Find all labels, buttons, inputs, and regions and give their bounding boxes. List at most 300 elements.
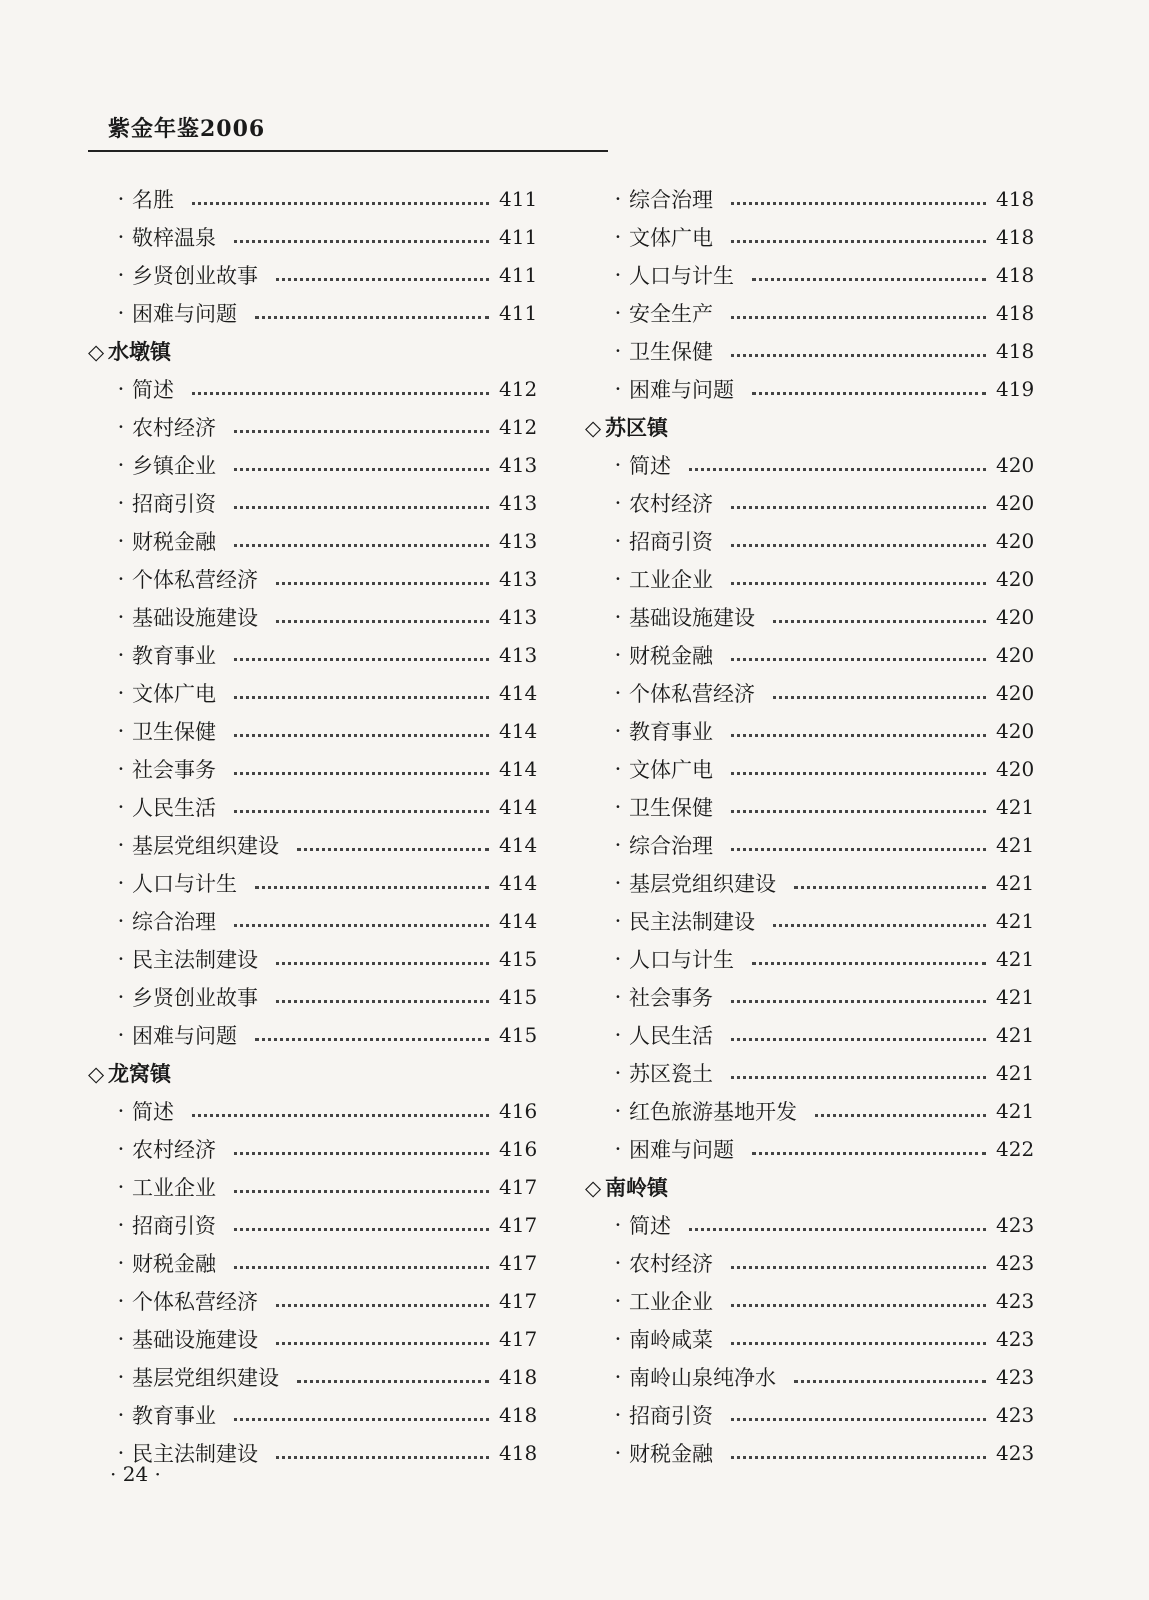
toc-entry[interactable] bbox=[88, 446, 538, 484]
dot-leader bbox=[255, 1038, 489, 1041]
dot-leader bbox=[752, 1152, 986, 1155]
bullet-icon: · bbox=[614, 567, 622, 591]
dot-leader bbox=[276, 582, 489, 585]
bullet-icon: · bbox=[117, 719, 125, 743]
dot-leader bbox=[234, 734, 489, 737]
entry-page-number: 420 bbox=[996, 681, 1035, 705]
entry-label: 基础设施建设 bbox=[132, 606, 258, 630]
entry-label: 农村经济 bbox=[132, 416, 216, 440]
entry-label: 人民生活 bbox=[629, 1024, 713, 1048]
entry-page-number: 417 bbox=[499, 1175, 538, 1199]
dot-leader bbox=[192, 392, 489, 395]
bullet-icon: · bbox=[614, 985, 622, 1009]
dot-leader bbox=[731, 1266, 986, 1269]
bullet-icon: · bbox=[614, 1251, 622, 1275]
entry-page-number: 413 bbox=[499, 529, 538, 553]
entry-label: 民主法制建设 bbox=[132, 948, 258, 972]
dot-leader bbox=[234, 1228, 489, 1231]
bullet-icon: · bbox=[614, 643, 622, 667]
entry-label: 名胜 bbox=[132, 188, 174, 212]
bullet-icon: · bbox=[614, 605, 622, 629]
bullet-icon: · bbox=[614, 1403, 622, 1427]
entry-page-number: 421 bbox=[996, 795, 1035, 819]
toc-entry[interactable] bbox=[88, 1244, 538, 1282]
toc-entry[interactable] bbox=[585, 180, 1035, 218]
entry-page-number: 418 bbox=[499, 1403, 538, 1427]
entry-label: 个体私营经济 bbox=[132, 568, 258, 592]
toc-entry[interactable] bbox=[88, 522, 538, 560]
toc-entry[interactable] bbox=[585, 1092, 1035, 1130]
entry-page-number: 414 bbox=[499, 719, 538, 743]
entry-page-number: 421 bbox=[996, 985, 1035, 1009]
dot-leader bbox=[276, 278, 489, 281]
toc-entry[interactable] bbox=[88, 256, 538, 294]
entry-label: 招商引资 bbox=[132, 492, 216, 516]
entry-page-number: 418 bbox=[996, 263, 1035, 287]
bullet-icon: · bbox=[614, 187, 622, 211]
entry-page-number: 413 bbox=[499, 491, 538, 515]
dot-leader bbox=[689, 468, 986, 471]
toc-entry[interactable] bbox=[88, 826, 538, 864]
entry-page-number: 418 bbox=[996, 339, 1035, 363]
toc-entry[interactable] bbox=[88, 598, 538, 636]
dot-leader bbox=[731, 1456, 986, 1459]
dot-leader bbox=[731, 1076, 986, 1079]
dot-leader bbox=[731, 1038, 986, 1041]
toc-entry[interactable] bbox=[585, 1016, 1035, 1054]
entry-label: 南岭咸菜 bbox=[629, 1328, 713, 1352]
entry-label: 综合治理 bbox=[629, 188, 713, 212]
entry-label: 文体广电 bbox=[132, 682, 216, 706]
entry-page-number: 421 bbox=[996, 947, 1035, 971]
bullet-icon: · bbox=[117, 1365, 125, 1389]
toc-entry[interactable] bbox=[88, 560, 538, 598]
dot-leader bbox=[752, 392, 986, 395]
dot-leader bbox=[276, 620, 489, 623]
entry-page-number: 420 bbox=[996, 719, 1035, 743]
entry-label: 财税金融 bbox=[132, 1252, 216, 1276]
entry-label: 招商引资 bbox=[629, 530, 713, 554]
bullet-icon: · bbox=[117, 947, 125, 971]
bullet-icon: · bbox=[117, 1251, 125, 1275]
page-number: · 24 · bbox=[110, 1462, 161, 1486]
bullet-icon: · bbox=[614, 681, 622, 705]
entry-page-number: 413 bbox=[499, 643, 538, 667]
entry-page-number: 417 bbox=[499, 1289, 538, 1313]
toc-entry[interactable] bbox=[585, 1434, 1035, 1472]
dot-leader bbox=[234, 696, 489, 699]
toc-entry[interactable] bbox=[585, 674, 1035, 712]
page-header-title: 紫金年鉴2006 bbox=[108, 116, 266, 142]
toc-entry[interactable] bbox=[585, 446, 1035, 484]
toc-entry[interactable] bbox=[585, 1396, 1035, 1434]
dot-leader bbox=[297, 1380, 489, 1383]
dot-leader bbox=[752, 278, 986, 281]
entry-page-number: 417 bbox=[499, 1213, 538, 1237]
entry-label: 农村经济 bbox=[629, 1252, 713, 1276]
entry-page-number: 421 bbox=[996, 833, 1035, 857]
bullet-icon: · bbox=[614, 795, 622, 819]
toc-entry[interactable] bbox=[88, 1130, 538, 1168]
toc-entry[interactable] bbox=[88, 1168, 538, 1206]
bullet-icon: · bbox=[117, 529, 125, 553]
toc-entry[interactable] bbox=[88, 1206, 538, 1244]
bullet-icon: · bbox=[614, 947, 622, 971]
entry-label: 苏区瓷土 bbox=[629, 1062, 713, 1086]
bullet-icon: · bbox=[614, 909, 622, 933]
entry-page-number: 421 bbox=[996, 1099, 1035, 1123]
entry-label: 困难与问题 bbox=[629, 1138, 734, 1162]
dot-leader bbox=[192, 1114, 489, 1117]
bullet-icon: · bbox=[117, 415, 125, 439]
entry-page-number: 419 bbox=[996, 377, 1035, 401]
toc-entry[interactable] bbox=[585, 712, 1035, 750]
bullet-icon: · bbox=[614, 491, 622, 515]
entry-page-number: 420 bbox=[996, 453, 1035, 477]
entry-label: 人民生活 bbox=[132, 796, 216, 820]
bullet-icon: · bbox=[117, 1327, 125, 1351]
dot-leader bbox=[234, 506, 489, 509]
dot-leader bbox=[731, 848, 986, 851]
bullet-icon: · bbox=[117, 871, 125, 895]
diamond-icon: ◇ bbox=[585, 1174, 602, 1200]
section-label: 龙窝镇 bbox=[108, 1061, 171, 1086]
bullet-icon: · bbox=[117, 1213, 125, 1237]
toc-entry[interactable] bbox=[88, 370, 538, 408]
toc-entry[interactable] bbox=[88, 408, 538, 446]
toc-entry[interactable] bbox=[88, 788, 538, 826]
dot-leader bbox=[794, 1380, 986, 1383]
entry-label: 个体私营经济 bbox=[629, 682, 755, 706]
entry-page-number: 418 bbox=[996, 301, 1035, 325]
dot-leader bbox=[234, 1418, 489, 1421]
toc-section-heading[interactable] bbox=[88, 332, 533, 370]
diamond-icon: ◇ bbox=[88, 1060, 105, 1086]
entry-label: 人口与计生 bbox=[629, 948, 734, 972]
toc-entry[interactable] bbox=[88, 294, 538, 332]
bullet-icon: · bbox=[117, 491, 125, 515]
entry-label: 乡贤创业故事 bbox=[132, 986, 258, 1010]
bullet-icon: · bbox=[117, 453, 125, 477]
toc-entry[interactable] bbox=[88, 902, 538, 940]
toc-entry[interactable] bbox=[585, 940, 1035, 978]
dot-leader bbox=[815, 1114, 986, 1117]
entry-page-number: 417 bbox=[499, 1251, 538, 1275]
bullet-icon: · bbox=[614, 263, 622, 287]
toc-entry[interactable] bbox=[88, 940, 538, 978]
entry-page-number: 416 bbox=[499, 1099, 538, 1123]
toc-entry[interactable] bbox=[585, 218, 1035, 256]
toc-entry[interactable] bbox=[88, 1396, 538, 1434]
dot-leader bbox=[234, 1266, 489, 1269]
entry-page-number: 421 bbox=[996, 909, 1035, 933]
toc-entry[interactable] bbox=[88, 674, 538, 712]
bullet-icon: · bbox=[614, 1137, 622, 1161]
entry-label: 人口与计生 bbox=[132, 872, 237, 896]
bullet-icon: · bbox=[117, 1289, 125, 1313]
bullet-icon: · bbox=[117, 643, 125, 667]
entry-label: 社会事务 bbox=[132, 758, 216, 782]
entry-page-number: 414 bbox=[499, 795, 538, 819]
bullet-icon: · bbox=[117, 909, 125, 933]
toc-entry[interactable] bbox=[88, 978, 538, 1016]
toc-section-heading[interactable] bbox=[88, 1054, 533, 1092]
entry-page-number: 414 bbox=[499, 833, 538, 857]
bullet-icon: · bbox=[117, 377, 125, 401]
entry-page-number: 415 bbox=[499, 947, 538, 971]
dot-leader bbox=[276, 1304, 489, 1307]
entry-label: 困难与问题 bbox=[132, 302, 237, 326]
entry-page-number: 412 bbox=[499, 415, 538, 439]
dot-leader bbox=[752, 962, 986, 965]
bullet-icon: · bbox=[614, 339, 622, 363]
bullet-icon: · bbox=[614, 301, 622, 325]
entry-label: 简述 bbox=[629, 1214, 671, 1238]
entry-label: 农村经济 bbox=[132, 1138, 216, 1162]
entry-page-number: 421 bbox=[996, 1023, 1035, 1047]
entry-label: 教育事业 bbox=[629, 720, 713, 744]
dot-leader bbox=[773, 696, 986, 699]
entry-label: 敬梓温泉 bbox=[132, 226, 216, 250]
toc-entry[interactable] bbox=[88, 636, 538, 674]
entry-page-number: 423 bbox=[996, 1327, 1035, 1351]
toc-entry[interactable] bbox=[88, 712, 538, 750]
entry-page-number: 417 bbox=[499, 1327, 538, 1351]
diamond-icon: ◇ bbox=[88, 338, 105, 364]
bullet-icon: · bbox=[117, 1023, 125, 1047]
entry-label: 民主法制建设 bbox=[132, 1442, 258, 1466]
toc-entry[interactable] bbox=[585, 332, 1035, 370]
toc-entry[interactable] bbox=[88, 1092, 538, 1130]
bullet-icon: · bbox=[614, 1099, 622, 1123]
entry-page-number: 421 bbox=[996, 1061, 1035, 1085]
toc-entry[interactable] bbox=[585, 256, 1035, 294]
bullet-icon: · bbox=[117, 1175, 125, 1199]
entry-label: 教育事业 bbox=[132, 644, 216, 668]
dot-leader bbox=[731, 544, 986, 547]
entry-label: 文体广电 bbox=[629, 758, 713, 782]
toc-entry[interactable] bbox=[88, 180, 538, 218]
entry-page-number: 420 bbox=[996, 605, 1035, 629]
bullet-icon: · bbox=[117, 187, 125, 211]
dot-leader bbox=[773, 924, 986, 927]
dot-leader bbox=[234, 924, 489, 927]
toc-entry[interactable] bbox=[585, 788, 1035, 826]
entry-page-number: 422 bbox=[996, 1137, 1035, 1161]
bullet-icon: · bbox=[117, 985, 125, 1009]
toc-entry[interactable] bbox=[585, 560, 1035, 598]
entry-label: 工业企业 bbox=[629, 568, 713, 592]
bullet-icon: · bbox=[614, 1289, 622, 1313]
dot-leader bbox=[234, 240, 489, 243]
entry-label: 财税金融 bbox=[629, 644, 713, 668]
entry-page-number: 423 bbox=[996, 1403, 1035, 1427]
entry-page-number: 411 bbox=[499, 225, 538, 249]
toc-entry[interactable] bbox=[585, 1244, 1035, 1282]
toc-entry[interactable] bbox=[585, 978, 1035, 1016]
dot-leader bbox=[234, 1152, 489, 1155]
entry-label: 简述 bbox=[629, 454, 671, 478]
dot-leader bbox=[731, 772, 986, 775]
dot-leader bbox=[689, 1228, 986, 1231]
toc-entry[interactable] bbox=[88, 218, 538, 256]
dot-leader bbox=[234, 468, 489, 471]
dot-leader bbox=[731, 202, 986, 205]
bullet-icon: · bbox=[614, 453, 622, 477]
entry-label: 教育事业 bbox=[132, 1404, 216, 1428]
entry-page-number: 411 bbox=[499, 263, 538, 287]
section-label: 南岭镇 bbox=[605, 1175, 668, 1200]
dot-leader bbox=[234, 1190, 489, 1193]
toc-entry[interactable] bbox=[88, 750, 538, 788]
toc-entry[interactable] bbox=[585, 484, 1035, 522]
entry-page-number: 423 bbox=[996, 1441, 1035, 1465]
entry-label: 人口与计生 bbox=[629, 264, 734, 288]
entry-page-number: 414 bbox=[499, 757, 538, 781]
toc-column-left bbox=[88, 180, 538, 1472]
dot-leader bbox=[773, 620, 986, 623]
entry-label: 困难与问题 bbox=[132, 1024, 237, 1048]
bullet-icon: · bbox=[614, 1023, 622, 1047]
toc-entry[interactable] bbox=[585, 750, 1035, 788]
entry-page-number: 423 bbox=[996, 1289, 1035, 1313]
bullet-icon: · bbox=[117, 1441, 125, 1465]
toc-entry[interactable] bbox=[585, 902, 1035, 940]
dot-leader bbox=[731, 582, 986, 585]
entry-label: 基础设施建设 bbox=[132, 1328, 258, 1352]
entry-label: 个体私营经济 bbox=[132, 1290, 258, 1314]
entry-page-number: 416 bbox=[499, 1137, 538, 1161]
dot-leader bbox=[731, 240, 986, 243]
bullet-icon: · bbox=[117, 1403, 125, 1427]
entry-label: 卫生保健 bbox=[132, 720, 216, 744]
toc-entry[interactable] bbox=[585, 370, 1035, 408]
entry-label: 乡镇企业 bbox=[132, 454, 216, 478]
dot-leader bbox=[731, 1304, 986, 1307]
bullet-icon: · bbox=[117, 263, 125, 287]
toc-entry[interactable] bbox=[88, 1320, 538, 1358]
bullet-icon: · bbox=[614, 529, 622, 553]
toc-section-heading[interactable] bbox=[585, 1168, 1030, 1206]
bullet-icon: · bbox=[614, 1327, 622, 1351]
toc-entry[interactable] bbox=[88, 1016, 538, 1054]
dot-leader bbox=[234, 544, 489, 547]
dot-leader bbox=[234, 810, 489, 813]
toc-entry[interactable] bbox=[585, 1130, 1035, 1168]
entry-page-number: 418 bbox=[499, 1365, 538, 1389]
toc-entry[interactable] bbox=[585, 1054, 1035, 1092]
toc-entry[interactable] bbox=[585, 826, 1035, 864]
toc-entry[interactable] bbox=[585, 1206, 1035, 1244]
entry-page-number: 418 bbox=[996, 225, 1035, 249]
entry-page-number: 421 bbox=[996, 871, 1035, 895]
entry-label: 卫生保健 bbox=[629, 340, 713, 364]
dot-leader bbox=[255, 316, 489, 319]
entry-page-number: 413 bbox=[499, 453, 538, 477]
dot-leader bbox=[731, 1418, 986, 1421]
toc-entry[interactable] bbox=[585, 598, 1035, 636]
dot-leader bbox=[731, 506, 986, 509]
entry-label: 财税金融 bbox=[132, 530, 216, 554]
toc-entry[interactable] bbox=[585, 1320, 1035, 1358]
dot-leader bbox=[794, 886, 986, 889]
dot-leader bbox=[731, 810, 986, 813]
dot-leader bbox=[234, 772, 489, 775]
toc-entry[interactable] bbox=[585, 1282, 1035, 1320]
dot-leader bbox=[731, 316, 986, 319]
toc-section-heading[interactable] bbox=[585, 408, 1030, 446]
entry-label: 文体广电 bbox=[629, 226, 713, 250]
bullet-icon: · bbox=[614, 225, 622, 249]
toc-entry[interactable] bbox=[88, 864, 538, 902]
entry-label: 困难与问题 bbox=[629, 378, 734, 402]
entry-page-number: 420 bbox=[996, 567, 1035, 591]
entry-label: 财税金融 bbox=[629, 1442, 713, 1466]
toc-entry[interactable] bbox=[88, 1358, 538, 1396]
header-rule bbox=[88, 150, 608, 152]
toc-entry[interactable] bbox=[88, 484, 538, 522]
dot-leader bbox=[731, 354, 986, 357]
dot-leader bbox=[731, 1000, 986, 1003]
dot-leader bbox=[276, 962, 489, 965]
entry-label: 社会事务 bbox=[629, 986, 713, 1010]
entry-label: 红色旅游基地开发 bbox=[629, 1100, 797, 1124]
section-label: 苏区镇 bbox=[605, 415, 668, 440]
bullet-icon: · bbox=[614, 833, 622, 857]
entry-page-number: 411 bbox=[499, 301, 538, 325]
bullet-icon: · bbox=[117, 567, 125, 591]
toc-entry[interactable] bbox=[585, 294, 1035, 332]
dot-leader bbox=[731, 1342, 986, 1345]
entry-page-number: 420 bbox=[996, 757, 1035, 781]
toc-entry[interactable] bbox=[585, 1358, 1035, 1396]
dot-leader bbox=[276, 1000, 489, 1003]
bullet-icon: · bbox=[117, 795, 125, 819]
toc-entry[interactable] bbox=[585, 522, 1035, 560]
bullet-icon: · bbox=[117, 1137, 125, 1161]
toc-column-right bbox=[585, 180, 1035, 1472]
bullet-icon: · bbox=[117, 605, 125, 629]
toc-entry[interactable] bbox=[88, 1282, 538, 1320]
bullet-icon: · bbox=[614, 757, 622, 781]
dot-leader bbox=[255, 886, 489, 889]
bullet-icon: · bbox=[117, 1099, 125, 1123]
entry-page-number: 418 bbox=[499, 1441, 538, 1465]
dot-leader bbox=[297, 848, 489, 851]
entry-page-number: 411 bbox=[499, 187, 538, 211]
bullet-icon: · bbox=[614, 1365, 622, 1389]
bullet-icon: · bbox=[117, 225, 125, 249]
entry-page-number: 418 bbox=[996, 187, 1035, 211]
toc-entry[interactable] bbox=[585, 636, 1035, 674]
bullet-icon: · bbox=[117, 833, 125, 857]
dot-leader bbox=[234, 430, 489, 433]
toc-entry[interactable] bbox=[585, 864, 1035, 902]
entry-label: 基层党组织建设 bbox=[629, 872, 776, 896]
entry-label: 基层党组织建设 bbox=[132, 1366, 279, 1390]
bullet-icon: · bbox=[117, 681, 125, 705]
dot-leader bbox=[731, 658, 986, 661]
entry-page-number: 414 bbox=[499, 681, 538, 705]
entry-label: 安全生产 bbox=[629, 302, 713, 326]
entry-page-number: 420 bbox=[996, 643, 1035, 667]
dot-leader bbox=[276, 1456, 489, 1459]
bullet-icon: · bbox=[117, 757, 125, 781]
entry-page-number: 420 bbox=[996, 491, 1035, 515]
entry-label: 基础设施建设 bbox=[629, 606, 755, 630]
entry-page-number: 423 bbox=[996, 1213, 1035, 1237]
bullet-icon: · bbox=[614, 1441, 622, 1465]
